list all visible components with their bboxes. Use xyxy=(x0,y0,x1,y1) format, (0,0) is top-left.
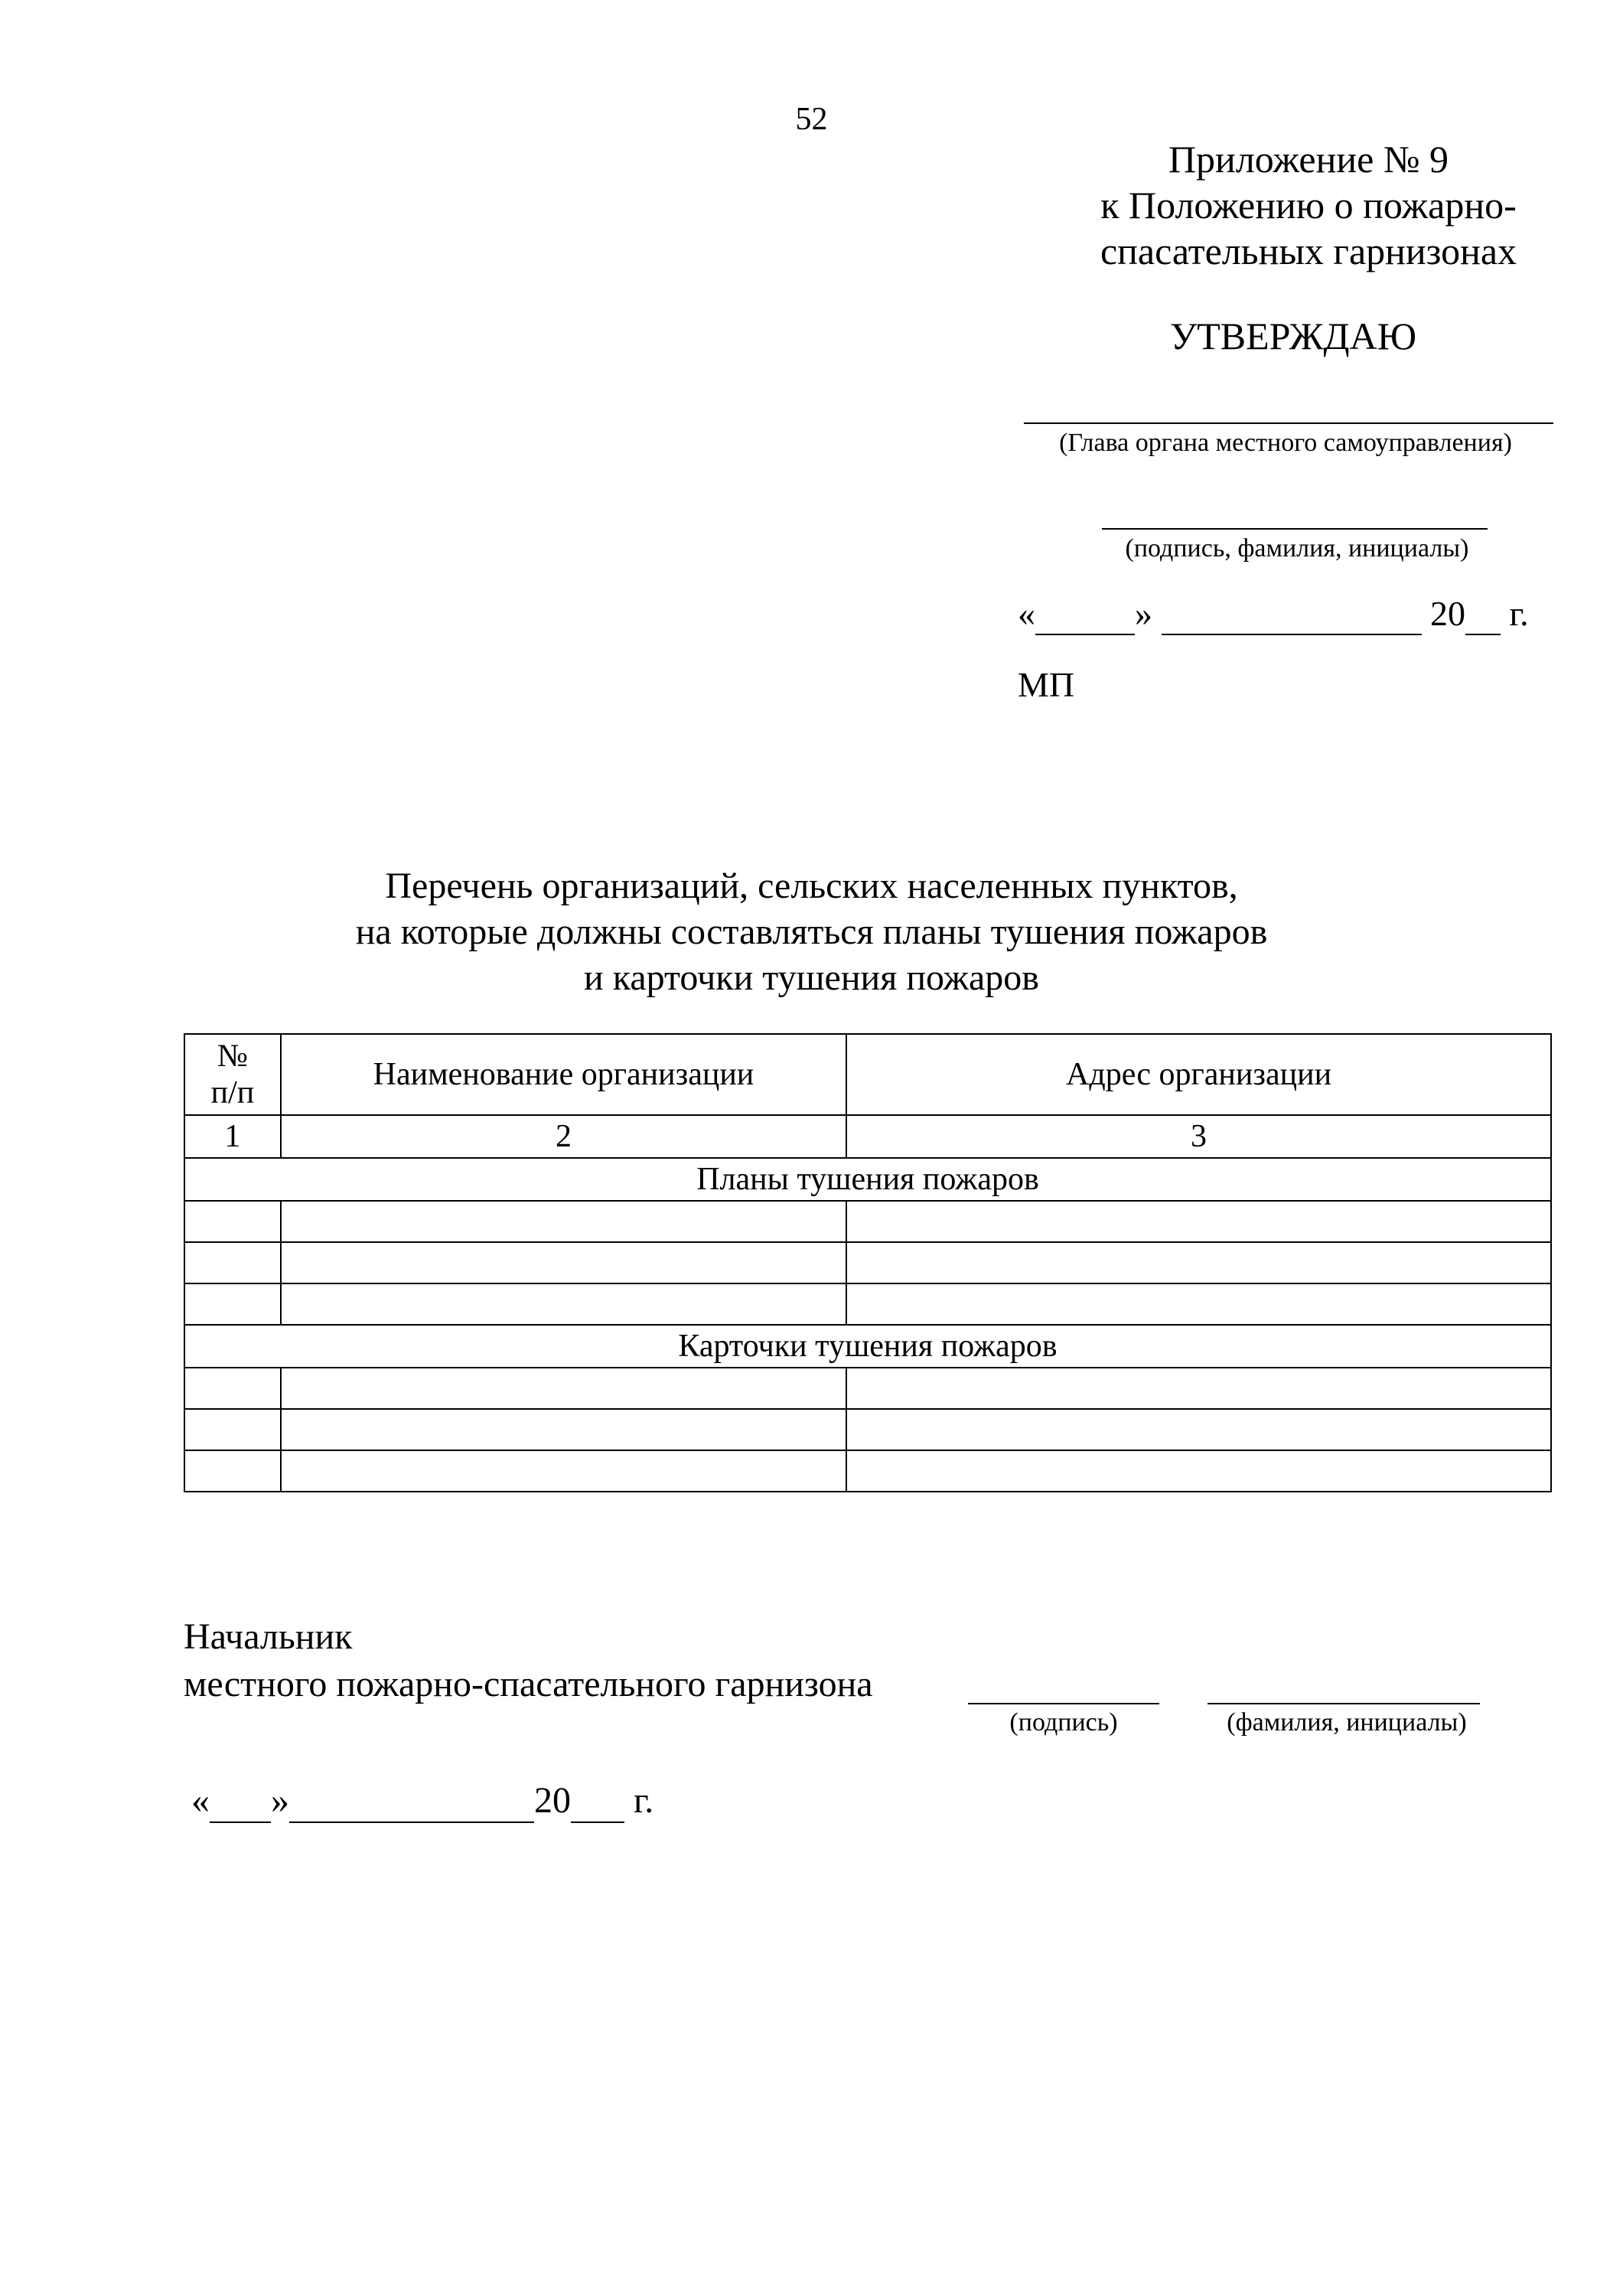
chief-line-1: Начальник xyxy=(184,1616,353,1657)
table-cell xyxy=(846,1450,1551,1492)
day-blank xyxy=(1035,593,1135,635)
table-cell xyxy=(281,1201,846,1242)
footer-date xyxy=(191,1779,653,1823)
table-cell xyxy=(846,1242,1551,1283)
table-cell xyxy=(281,1450,846,1492)
chief-position xyxy=(184,1613,873,1708)
table-row xyxy=(184,1283,1551,1325)
header-address: Адрес организации xyxy=(846,1034,1551,1115)
section-plans-row xyxy=(184,1158,1551,1201)
chief-line-2: местного пожарно-спасательного гарнизона xyxy=(184,1664,873,1704)
approval-date xyxy=(1018,593,1529,635)
table-row xyxy=(184,1409,1551,1450)
table-row xyxy=(184,1368,1551,1409)
table-cell xyxy=(184,1450,281,1492)
appendix-line-2: к Положению о пожарно- xyxy=(1100,184,1517,227)
appendix-line-3: спасательных гарнизонах xyxy=(1100,230,1517,272)
table-header-row xyxy=(184,1034,1551,1115)
chief-name-caption: (фамилия, инициалы) xyxy=(1227,1708,1467,1737)
column-number-3: 3 xyxy=(846,1115,1551,1158)
approval-heading: УТВЕРЖДАЮ xyxy=(1169,315,1417,357)
table-cell xyxy=(184,1242,281,1283)
section-cards: Карточки тушения пожаров xyxy=(184,1325,1551,1368)
header-number-line-2: п/п xyxy=(210,1075,255,1110)
title-line-3: и карточки тушения пожаров xyxy=(584,957,1039,998)
appendix-block xyxy=(1041,136,1576,274)
table-row xyxy=(184,1450,1551,1492)
table-cell xyxy=(184,1409,281,1450)
footer-date-close-quote: » xyxy=(271,1780,289,1821)
table-cell xyxy=(846,1368,1551,1409)
table-cell xyxy=(846,1283,1551,1325)
footer-date-open-quote: « xyxy=(191,1780,210,1821)
head-signature-line xyxy=(1024,422,1553,424)
page-number: 52 xyxy=(795,102,828,137)
header-name: Наименование организации xyxy=(281,1034,846,1115)
date-year-suffix: г. xyxy=(1509,594,1529,633)
head-caption: (Глава органа местного самоуправления) xyxy=(1059,429,1512,457)
section-plans: Планы тушения пожаров xyxy=(184,1158,1551,1201)
chief-signature-line xyxy=(968,1703,1159,1704)
table-cell xyxy=(281,1242,846,1283)
table-cell xyxy=(281,1409,846,1450)
header-number xyxy=(184,1034,281,1115)
stamp-mark: МП xyxy=(1018,665,1075,704)
table-cell xyxy=(281,1283,846,1325)
column-number-2: 2 xyxy=(281,1115,846,1158)
table-cell xyxy=(846,1201,1551,1242)
organizations-table xyxy=(184,1033,1552,1492)
chief-signature-caption: (подпись) xyxy=(1009,1708,1118,1737)
signature-caption: (подпись, фамилия, инициалы) xyxy=(1125,534,1469,563)
appendix-line-1: Приложение № 9 xyxy=(1168,138,1449,181)
table-cell xyxy=(846,1409,1551,1450)
footer-year-blank xyxy=(571,1779,624,1823)
column-number-1: 1 xyxy=(184,1115,281,1158)
header-number-line-1: № xyxy=(217,1039,248,1074)
footer-year-suffix: г. xyxy=(634,1780,654,1821)
table-row xyxy=(184,1242,1551,1283)
chief-name-line xyxy=(1207,1703,1480,1704)
table-row xyxy=(184,1201,1551,1242)
date-close-quote: » xyxy=(1135,594,1152,633)
year-blank xyxy=(1465,593,1501,635)
table-cell xyxy=(281,1368,846,1409)
title-line-1: Перечень организаций, сельских населенных пунктов, xyxy=(385,866,1238,906)
table-cell xyxy=(184,1368,281,1409)
section-cards-row xyxy=(184,1325,1551,1368)
signature-line xyxy=(1102,528,1488,530)
footer-year-prefix: 20 xyxy=(534,1780,571,1821)
footer-day-blank xyxy=(210,1779,271,1823)
table-cell xyxy=(184,1201,281,1242)
date-open-quote: « xyxy=(1018,594,1035,633)
month-blank xyxy=(1162,593,1422,635)
title-line-2: на которые должны составляться планы тушения пожаров xyxy=(355,912,1268,952)
table-cell xyxy=(184,1283,281,1325)
date-year-prefix: 20 xyxy=(1430,594,1465,633)
column-numbers-row xyxy=(184,1115,1551,1158)
footer-month-blank xyxy=(289,1779,534,1823)
document-title xyxy=(0,863,1623,1001)
